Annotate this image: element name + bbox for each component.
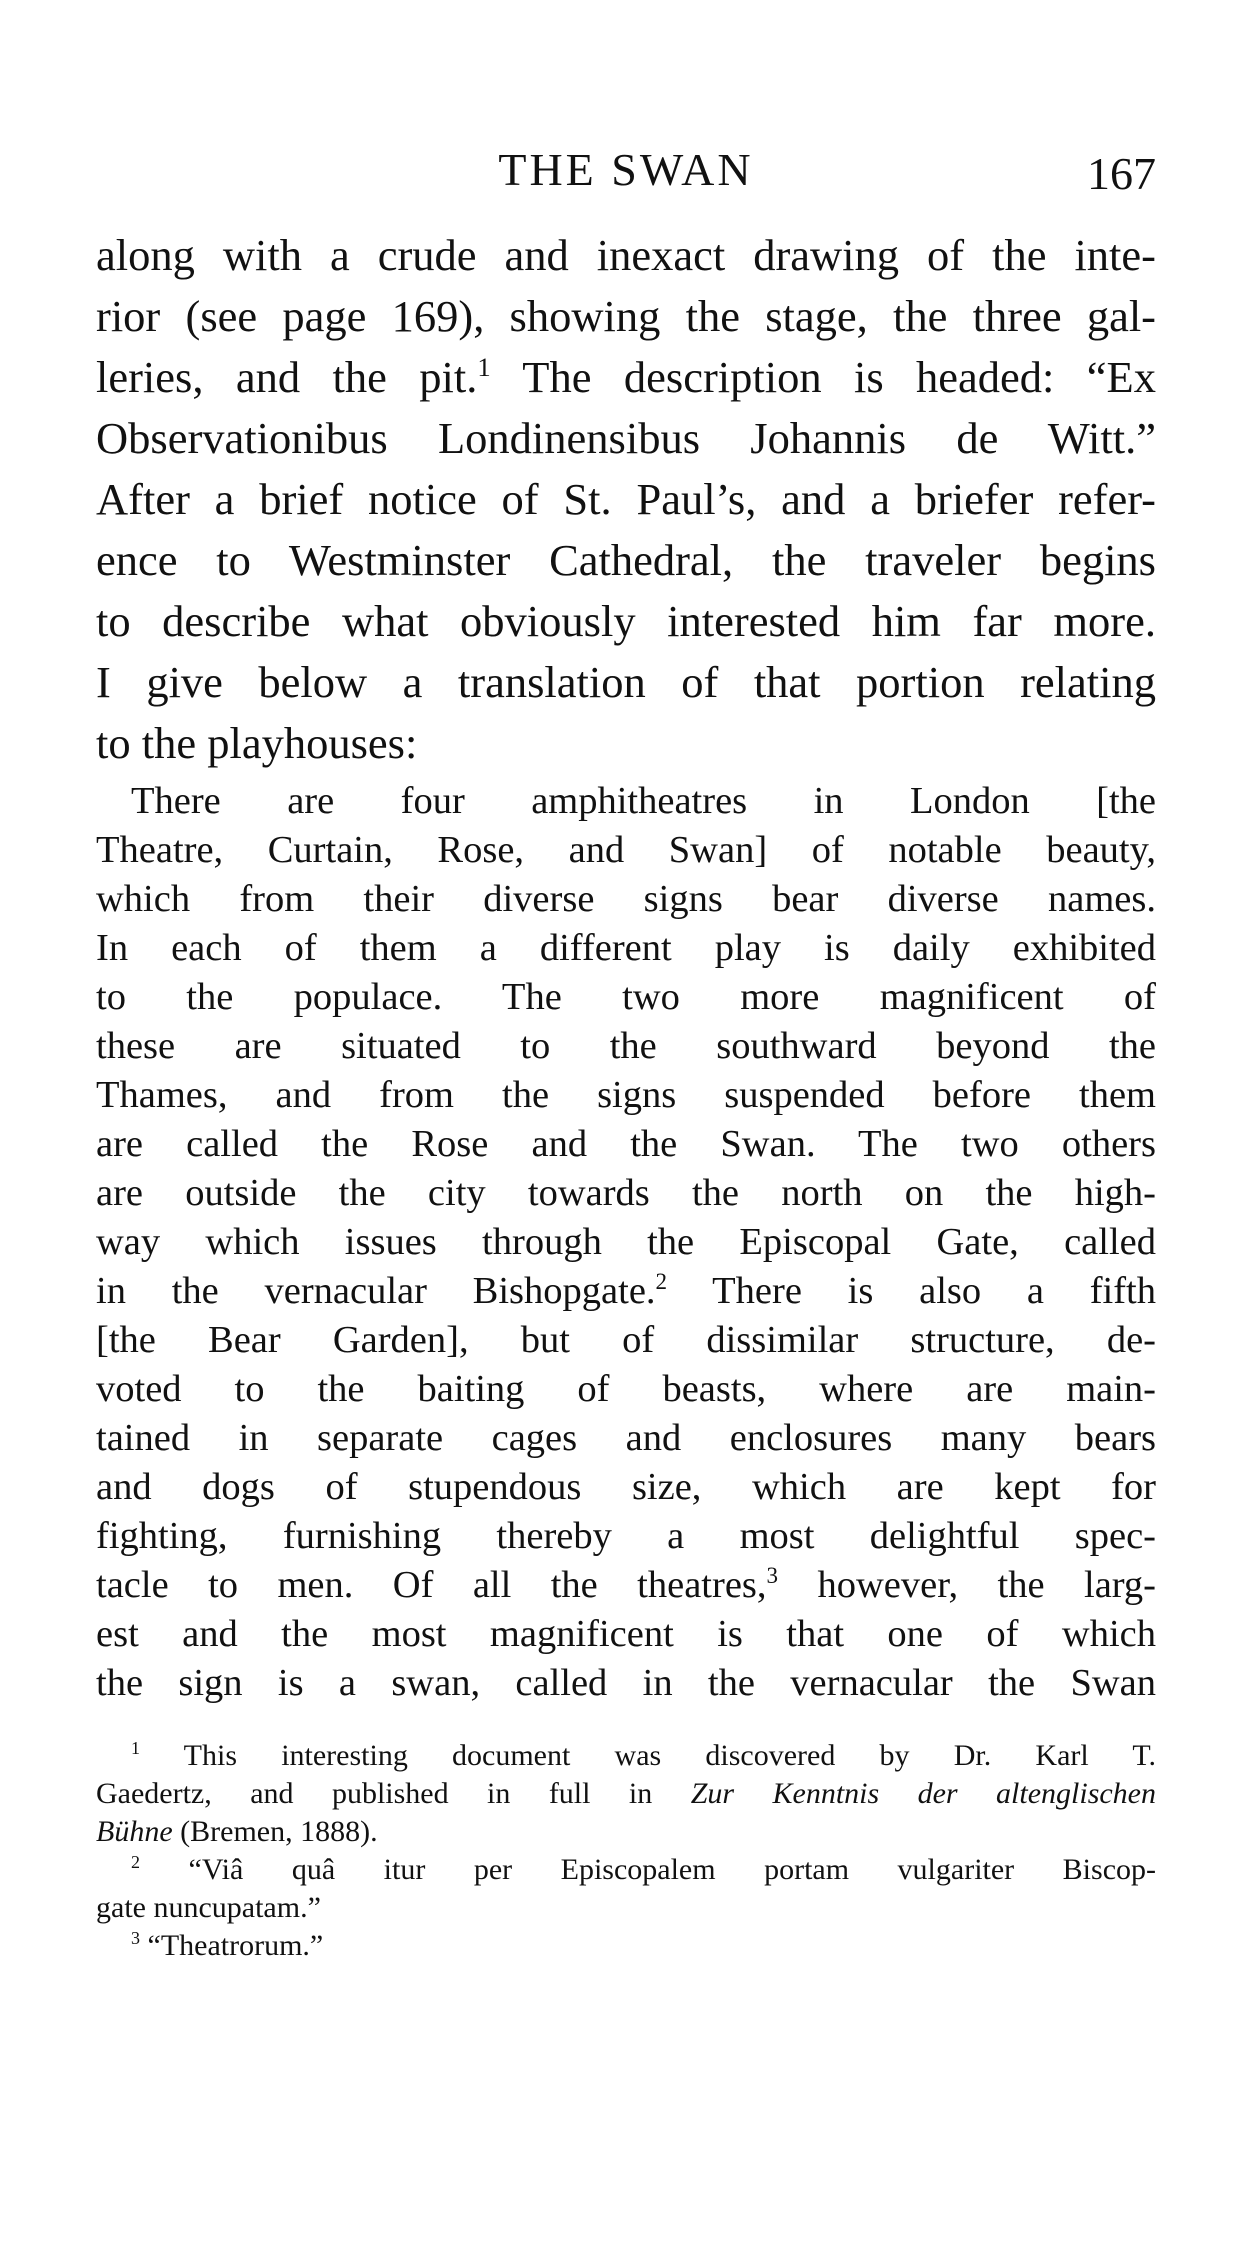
- quote-line: are called the Rose and the Swan. The two others: [96, 1123, 1156, 1165]
- footnote-2: [131, 1851, 1156, 1889]
- footnote-text: Gaedertz, and published in full in: [96, 1777, 691, 1810]
- footnote-mark: 2: [131, 1852, 140, 1872]
- footnote-3: [131, 1927, 1156, 1965]
- body-line: rior (see page 169), showing the stage, the three gal-: [96, 291, 1156, 341]
- body-line: ence to Westminster Cathedral, the traveler begins: [96, 535, 1156, 585]
- quote-line: In each of them a different play is daily exhibited: [96, 927, 1156, 969]
- body-line: I give below a translation of that portion relating: [96, 657, 1156, 707]
- running-head: THE SWAN: [498, 144, 754, 195]
- quote-line: [the Bear Garden], but of dissimilar structure, de-: [96, 1319, 1156, 1361]
- footnote-ref: 2: [655, 1268, 668, 1295]
- footnote-text: (Bremen, 1888).: [172, 1815, 378, 1848]
- body-line: to describe what obviously interested him far more.: [96, 596, 1156, 646]
- quote-line: which from their diverse signs bear diverse names.: [96, 878, 1156, 920]
- footnote-mark: 1: [131, 1738, 140, 1758]
- quote-line: There are four amphitheatres in London [the: [131, 780, 1156, 822]
- quote-line: Thames, and from the signs suspended before them: [96, 1074, 1156, 1116]
- quote-line: Theatre, Curtain, Rose, and Swan] of notable beauty,: [96, 829, 1156, 871]
- quote-line: to the populace. The two more magnificent of: [96, 976, 1156, 1018]
- page-header: [96, 140, 1156, 200]
- footnote-2-line: gate nuncupatam.”: [96, 1891, 321, 1924]
- quote-line: and dogs of stupendous size, which are kept for: [96, 1466, 1156, 1508]
- quote-text: however, the larg-: [778, 1564, 1156, 1606]
- quote-line: these are situated to the southward beyond the: [96, 1025, 1156, 1067]
- quote-line: est and the most magnificent is that one of which: [96, 1613, 1156, 1655]
- footnote-ref: 1: [477, 352, 491, 383]
- quote-line: way which issues through the Episcopal Gate, called: [96, 1221, 1156, 1263]
- body-line: Observationibus Londinensibus Johannis de Witt.”: [96, 413, 1156, 463]
- quote-text: There is also a fifth: [667, 1270, 1157, 1312]
- book-title: Zur Kenntnis der altenglischen: [690, 1777, 1157, 1810]
- quote-line: tained in separate cages and enclosures many bears: [96, 1417, 1156, 1459]
- footnote-mark: 3: [131, 1928, 140, 1948]
- book-title: Bühne: [96, 1815, 173, 1848]
- body-line: to the playhouses:: [96, 718, 418, 768]
- footnote-1-line: [96, 1775, 1156, 1813]
- body-line: After a brief notice of St. Paul’s, and a briefer refer-: [96, 474, 1156, 524]
- page-number: 167: [1087, 148, 1156, 199]
- quote-text: in the vernacular Bishopgate.: [96, 1270, 656, 1312]
- footnote-text: “Viâ quâ itur per Episcopalem portam vulgariter Biscop-: [140, 1853, 1156, 1886]
- quote-line: [96, 1266, 1156, 1316]
- footnote-text: “Theatrorum.”: [140, 1929, 324, 1962]
- quote-line: are outside the city towards the north on the high-: [96, 1172, 1156, 1214]
- body-text: The description is headed: “Ex: [490, 352, 1156, 402]
- quote-line: voted to the baiting of beasts, where are main-: [96, 1368, 1156, 1410]
- footnote-1-line: [96, 1813, 1156, 1851]
- quote-line: [96, 1560, 1156, 1610]
- body-text: leries, and the pit.: [96, 352, 478, 402]
- body-line: along with a crude and inexact drawing of the inte-: [96, 230, 1156, 280]
- footnote-text: This interesting document was discovered by Dr. Karl T.: [140, 1739, 1156, 1772]
- footnote-1: [131, 1737, 1156, 1775]
- quote-line: fighting, furnishing thereby a most delightful spec-: [96, 1515, 1156, 1557]
- quote-line: the sign is a swan, called in the vernacular the Swan: [96, 1662, 1156, 1704]
- body-line: [96, 347, 1156, 407]
- quote-text: tacle to men. Of all the theatres,: [96, 1564, 767, 1606]
- footnote-ref: 3: [766, 1562, 779, 1589]
